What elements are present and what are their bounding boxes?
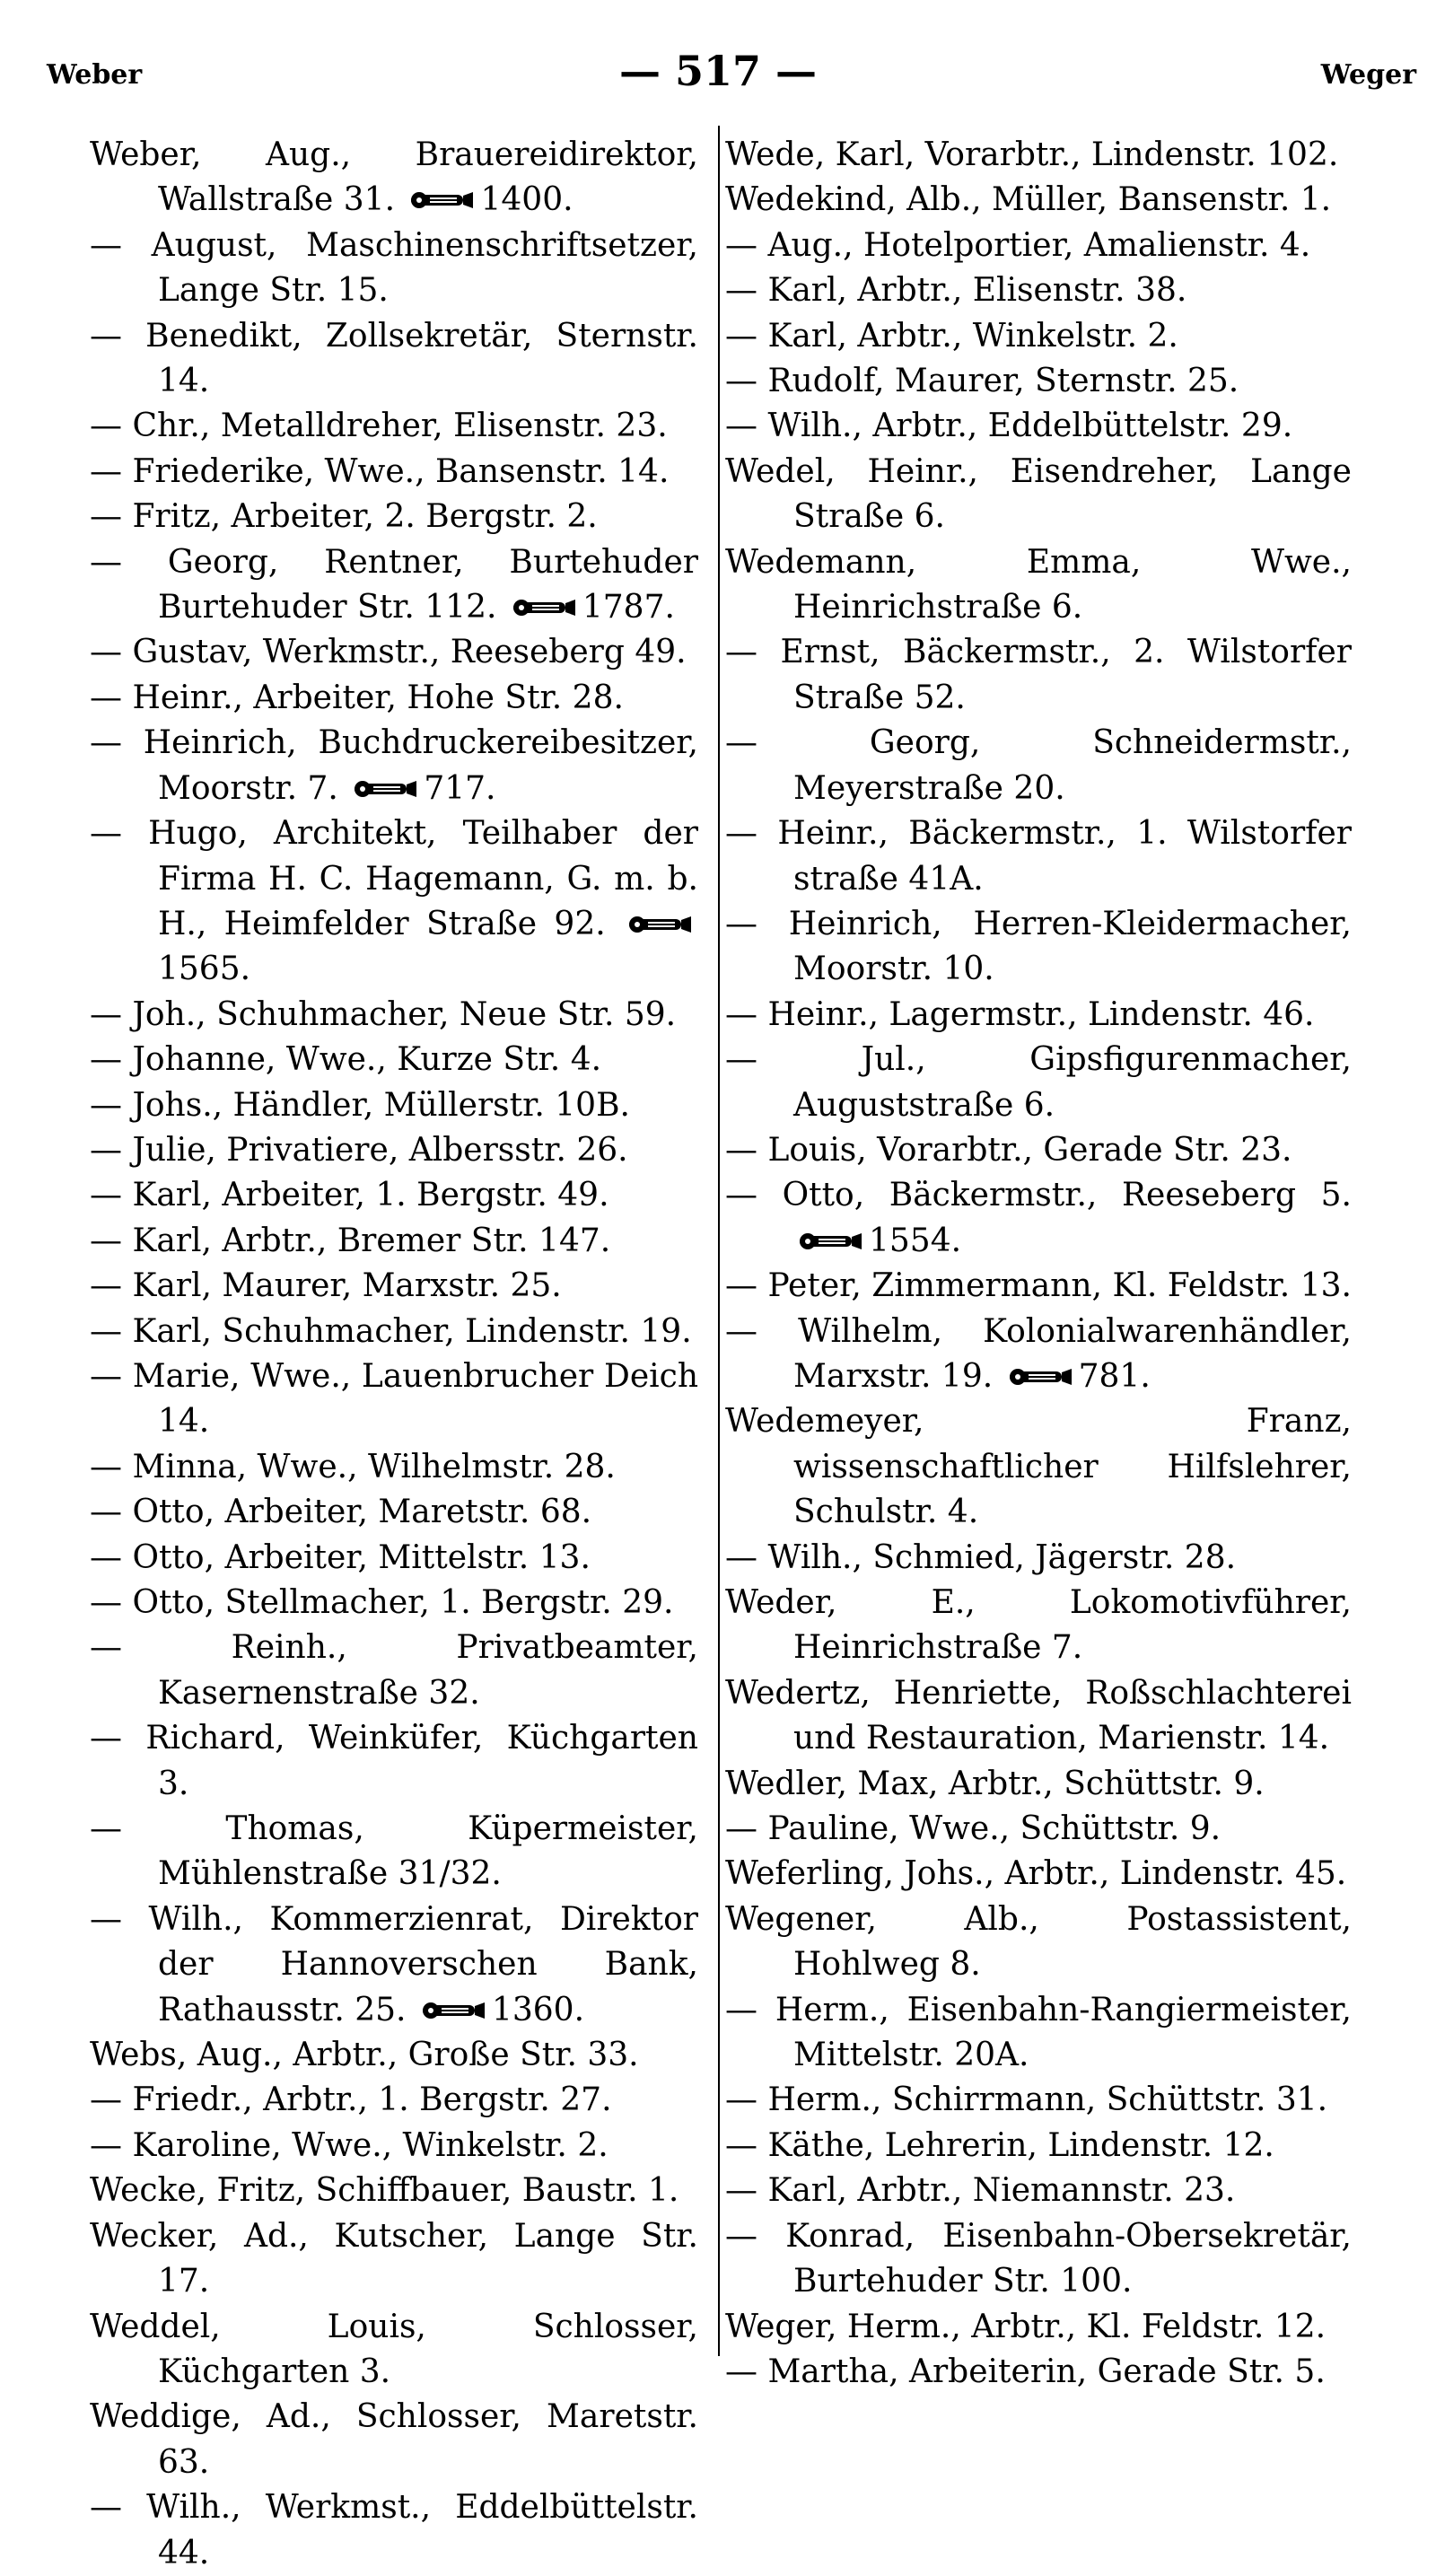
entry-text: Wedekind, Alb., Müller, Bansenstr. 1.	[725, 181, 1332, 219]
entry-text: Wedertz, Henriette, Roßschlachterei und Restauration, Marienstr. 14.	[725, 1674, 1352, 1757]
entry-text: — Wilh., Arbtr., Eddelbüttelstr. 29.	[725, 407, 1293, 445]
entry-text: — Heinrich, Buchdruckereibesitzer, Moorstr. 7.	[90, 724, 698, 807]
entry-text: — Karl, Schuhmacher, Lindenstr. 19.	[90, 1312, 692, 1350]
entry-text: — Joh., Schuhmacher, Neue Str. 59.	[90, 995, 677, 1033]
entry-text: Weddige, Ad., Schlosser, Maretstr. 63.	[90, 2398, 698, 2481]
directory-entry	[725, 993, 1352, 1038]
directory-entry	[90, 404, 698, 449]
directory-entry	[725, 1762, 1352, 1807]
entry-text: — Heinrich, Herren-Kleidermacher, Moorstr. 10.	[725, 905, 1352, 988]
directory-entry	[725, 540, 1352, 631]
right-column	[725, 133, 1352, 2395]
entry-text: — Karl, Arbeiter, 1. Bergstr. 49.	[90, 1177, 609, 1214]
directory-entry	[725, 314, 1352, 359]
entry-text: — Fritz, Arbeiter, 2. Bergstr. 2.	[90, 498, 598, 536]
entry-text: — Rudolf, Maurer, Sternstr. 25.	[725, 363, 1239, 400]
entry-text: Wede, Karl, Vorarbtr., Lindenstr. 102.	[725, 136, 1339, 173]
directory-entry	[725, 721, 1352, 811]
entry-text: — Heinr., Bäckermstr., 1. Wilstorfer straße 41A.	[725, 815, 1352, 898]
entry-text: — Otto, Arbeiter, Maretstr. 68.	[90, 1494, 592, 1531]
telephone-icon	[797, 1228, 863, 1255]
directory-entry	[90, 811, 698, 993]
entry-text: — Karl, Arbtr., Winkelstr. 2.	[725, 317, 1178, 355]
telephone-icon	[352, 775, 418, 802]
header-left-catchword: Weber	[47, 59, 143, 91]
directory-entry	[90, 630, 698, 675]
directory-entry	[725, 450, 1352, 540]
directory-entry	[90, 993, 698, 1038]
directory-entry	[90, 1219, 698, 1264]
directory-entry	[90, 540, 698, 631]
entry-text: — Benedikt, Zollsekretär, Sternstr. 14.	[90, 317, 698, 400]
directory-entry	[725, 1671, 1352, 1762]
entry-text: — Otto, Bäckermstr., Reeseberg 5.	[725, 1177, 1352, 1214]
entry-text: — Karl, Arbtr., Niemannstr. 23.	[725, 2172, 1236, 2210]
entry-text: Wedler, Max, Arbtr., Schüttstr. 9.	[725, 1765, 1265, 1802]
entry-text: — Louis, Vorarbtr., Gerade Str. 23.	[725, 1131, 1292, 1169]
entry-text: — Georg, Rentner, Burtehuder Burtehuder Str. 112.	[90, 543, 698, 626]
entry-text: — Wilh., Kommerzienrat, Direktor der Hannoverschen Bank, Rathausstr. 25.	[90, 1900, 698, 2028]
directory-entry	[725, 2214, 1352, 2305]
entry-text: — Otto, Arbeiter, Mittelstr. 13.	[90, 1538, 591, 1576]
directory-entry	[90, 1581, 698, 1625]
telephone-number: 1565.	[158, 951, 251, 988]
entry-text: — August, Maschinenschriftsetzer, Lange Str. 15.	[90, 226, 698, 310]
entry-text: — Karl, Arbtr., Bremer Str. 147.	[90, 1222, 611, 1259]
entry-text: — Marie, Wwe., Lauenbrucher Deich 14.	[90, 1357, 698, 1441]
entry-text: Wecke, Fritz, Schiffbauer, Baustr. 1.	[90, 2172, 679, 2210]
telephone-number: 1400.	[480, 181, 574, 219]
entry-text: — Heinr., Arbeiter, Hohe Str. 28.	[90, 679, 624, 716]
directory-entry	[725, 178, 1352, 223]
directory-entry	[725, 404, 1352, 449]
directory-entry	[725, 811, 1352, 902]
entry-text: Weder, E., Lokomotivführer, Heinrichstraße 7.	[725, 1584, 1352, 1667]
entry-text: — Otto, Stellmacher, 1. Bergstr. 29.	[90, 1584, 674, 1621]
entry-text: — Käthe, Lehrerin, Lindenstr. 12.	[725, 2126, 1274, 2164]
entry-text: — Wilhelm, Kolonialwarenhändler, Marxstr. 19.	[725, 1312, 1352, 1395]
entry-text: Wecker, Ad., Kutscher, Lange Str. 17.	[90, 2217, 698, 2300]
directory-entry	[90, 721, 698, 811]
page-number: — 517 —	[618, 47, 818, 95]
telephone-icon	[1007, 1363, 1073, 1390]
directory-entry	[90, 2214, 698, 2305]
directory-entry	[725, 1988, 1352, 2079]
telephone-icon	[408, 187, 475, 214]
entry-text: — Chr., Metalldreher, Elisenstr. 23.	[90, 407, 668, 445]
telephone-number: 1787.	[582, 589, 675, 626]
directory-entry	[725, 2169, 1352, 2213]
entry-text: — Karl, Arbtr., Elisenstr. 38.	[725, 272, 1187, 310]
entry-text: Weferling, Johs., Arbtr., Lindenstr. 45.	[725, 1855, 1347, 1893]
directory-entry	[90, 223, 698, 314]
directory-entry	[90, 1536, 698, 1581]
directory-entry	[90, 1264, 698, 1309]
directory-entry	[725, 1852, 1352, 1897]
directory-entry	[725, 1264, 1352, 1309]
entry-text: — Pauline, Wwe., Schüttstr. 9.	[725, 1810, 1221, 1848]
directory-entry	[725, 1581, 1352, 1671]
entry-text: — Konrad, Eisenbahn-Obersekretär, Burtehuder Str. 100.	[725, 2217, 1352, 2300]
telephone-icon	[420, 1997, 486, 2024]
directory-entry	[90, 1625, 698, 1716]
directory-entry	[725, 2124, 1352, 2169]
directory-entry	[90, 2169, 698, 2213]
entry-text: Weger, Herm., Arbtr., Kl. Feldstr. 12.	[725, 2308, 1327, 2345]
entry-text: Wedemann, Emma, Wwe., Heinrichstraße 6.	[725, 543, 1352, 626]
column-divider	[718, 126, 720, 2356]
directory-entry	[725, 2350, 1352, 2395]
entry-text: — Minna, Wwe., Wilhelmstr. 28.	[90, 1448, 616, 1485]
entry-text: — Martha, Arbeiterin, Gerade Str. 5.	[725, 2353, 1326, 2390]
entry-text: Webs, Aug., Arbtr., Große Str. 33.	[90, 2037, 639, 2074]
directory-entry	[90, 2395, 698, 2485]
directory-entry	[90, 133, 698, 223]
entry-text: — Wilh., Schmied, Jägerstr. 28.	[725, 1538, 1237, 1576]
entry-text: — Friedr., Arbtr., 1. Bergstr. 27.	[90, 2081, 612, 2119]
directory-entry	[90, 1310, 698, 1354]
directory-entry	[90, 1445, 698, 1490]
directory-entry	[90, 1128, 698, 1173]
entry-text: — Hugo, Architekt, Teilhaber der Firma H. C. Hagemann, G. m. b. H., Heimfelder Straße 92.	[90, 815, 698, 942]
entry-text: — Richard, Weinküfer, Küchgarten 3.	[90, 1720, 698, 1802]
directory-entry	[725, 1128, 1352, 1173]
directory-entry	[725, 268, 1352, 313]
entry-text: — Karoline, Wwe., Winkelstr. 2.	[90, 2126, 609, 2164]
directory-entry	[725, 1897, 1352, 1988]
entry-text: — Friederike, Wwe., Bansenstr. 14.	[90, 452, 670, 490]
directory-entry	[725, 1399, 1352, 1535]
directory-entry	[725, 2078, 1352, 2123]
directory-entry	[90, 1038, 698, 1082]
telephone-number: 1554.	[869, 1222, 962, 1259]
directory-entry	[90, 1173, 698, 1218]
directory-entry	[725, 2305, 1352, 2350]
left-column	[90, 133, 698, 2576]
directory-entry	[90, 1807, 698, 1897]
directory-entry	[90, 1354, 698, 1445]
directory-entry	[90, 2485, 698, 2576]
directory-entry	[90, 1083, 698, 1128]
entry-text: Wedel, Heinr., Eisendreher, Lange Straße 6.	[725, 452, 1352, 536]
running-head	[0, 47, 1436, 101]
entry-text: — Karl, Maurer, Marxstr. 25.	[90, 1267, 562, 1305]
telephone-number: 1360.	[491, 1991, 585, 2028]
entry-text: — Gustav, Werkmstr., Reeseberg 49.	[90, 634, 687, 671]
entry-text: — Georg, Schneidermstr., Meyerstraße 20.	[725, 724, 1352, 807]
entry-text: — Ernst, Bäckermstr., 2. Wilstorfer Straße 52.	[725, 634, 1352, 716]
entry-text: — Peter, Zimmermann, Kl. Feldstr. 13.	[725, 1267, 1352, 1305]
entry-text: — Wilh., Werkmst., Eddelbüttelstr. 44.	[90, 2489, 698, 2572]
directory-entry	[725, 133, 1352, 178]
directory-entry	[90, 676, 698, 721]
directory-entry	[90, 495, 698, 539]
directory-entry	[90, 2305, 698, 2396]
directory-entry	[90, 2078, 698, 2123]
directory-entry	[725, 902, 1352, 993]
directory-entry	[725, 1038, 1352, 1128]
directory-entry	[725, 1536, 1352, 1581]
directory-entry	[90, 314, 698, 405]
entry-text: Weddel, Louis, Schlosser, Küchgarten 3.	[90, 2308, 698, 2390]
directory-entry	[90, 2033, 698, 2078]
entry-text: Weber, Aug., Brauereidirektor, Wallstraße 31.	[90, 136, 698, 219]
entry-text: Wedemeyer, Franz, wissenschaftlicher Hilfslehrer, Schulstr. 4.	[725, 1403, 1352, 1531]
telephone-icon	[511, 594, 577, 621]
directory-entry	[725, 359, 1352, 404]
directory-entry	[90, 1716, 698, 1807]
entry-text: — Herm., Eisenbahn-Rangiermeister, Mittelstr. 20A.	[725, 1991, 1352, 2074]
entry-text: — Herm., Schirrmann, Schüttstr. 31.	[725, 2081, 1328, 2119]
entry-text: — Aug., Hotelportier, Amalienstr. 4.	[725, 226, 1311, 264]
entry-text: — Heinr., Lagermstr., Lindenstr. 46.	[725, 995, 1315, 1033]
telephone-number: 717.	[424, 769, 496, 807]
directory-entry	[90, 450, 698, 495]
directory-entry	[725, 1173, 1352, 1264]
entry-text: — Jul., Gipsfigurenmacher, Auguststraße 6.	[725, 1041, 1352, 1124]
entry-text: — Julie, Privatiere, Albersstr. 26.	[90, 1131, 628, 1169]
entry-text: — Thomas, Küpermeister, Mühlenstraße 31/32.	[90, 1810, 698, 1893]
directory-entry	[90, 1490, 698, 1535]
telephone-icon	[626, 911, 693, 938]
header-right-catchword: Weger	[1320, 59, 1416, 91]
entry-text: — Johanne, Wwe., Kurze Str. 4.	[90, 1041, 602, 1079]
directory-entry	[90, 2124, 698, 2169]
entry-text: — Johs., Händler, Müllerstr. 10B.	[90, 1086, 630, 1124]
directory-entry	[725, 1807, 1352, 1852]
directory-entry	[725, 630, 1352, 721]
entry-text: Wegener, Alb., Postassistent, Hohlweg 8.	[725, 1900, 1352, 1984]
entry-text: — Reinh., Privatbeamter, Kasernenstraße 32.	[90, 1629, 698, 1712]
telephone-number: 781.	[1078, 1357, 1151, 1395]
directory-entry	[90, 1897, 698, 2033]
directory-entry	[725, 223, 1352, 268]
directory-entry	[725, 1310, 1352, 1400]
